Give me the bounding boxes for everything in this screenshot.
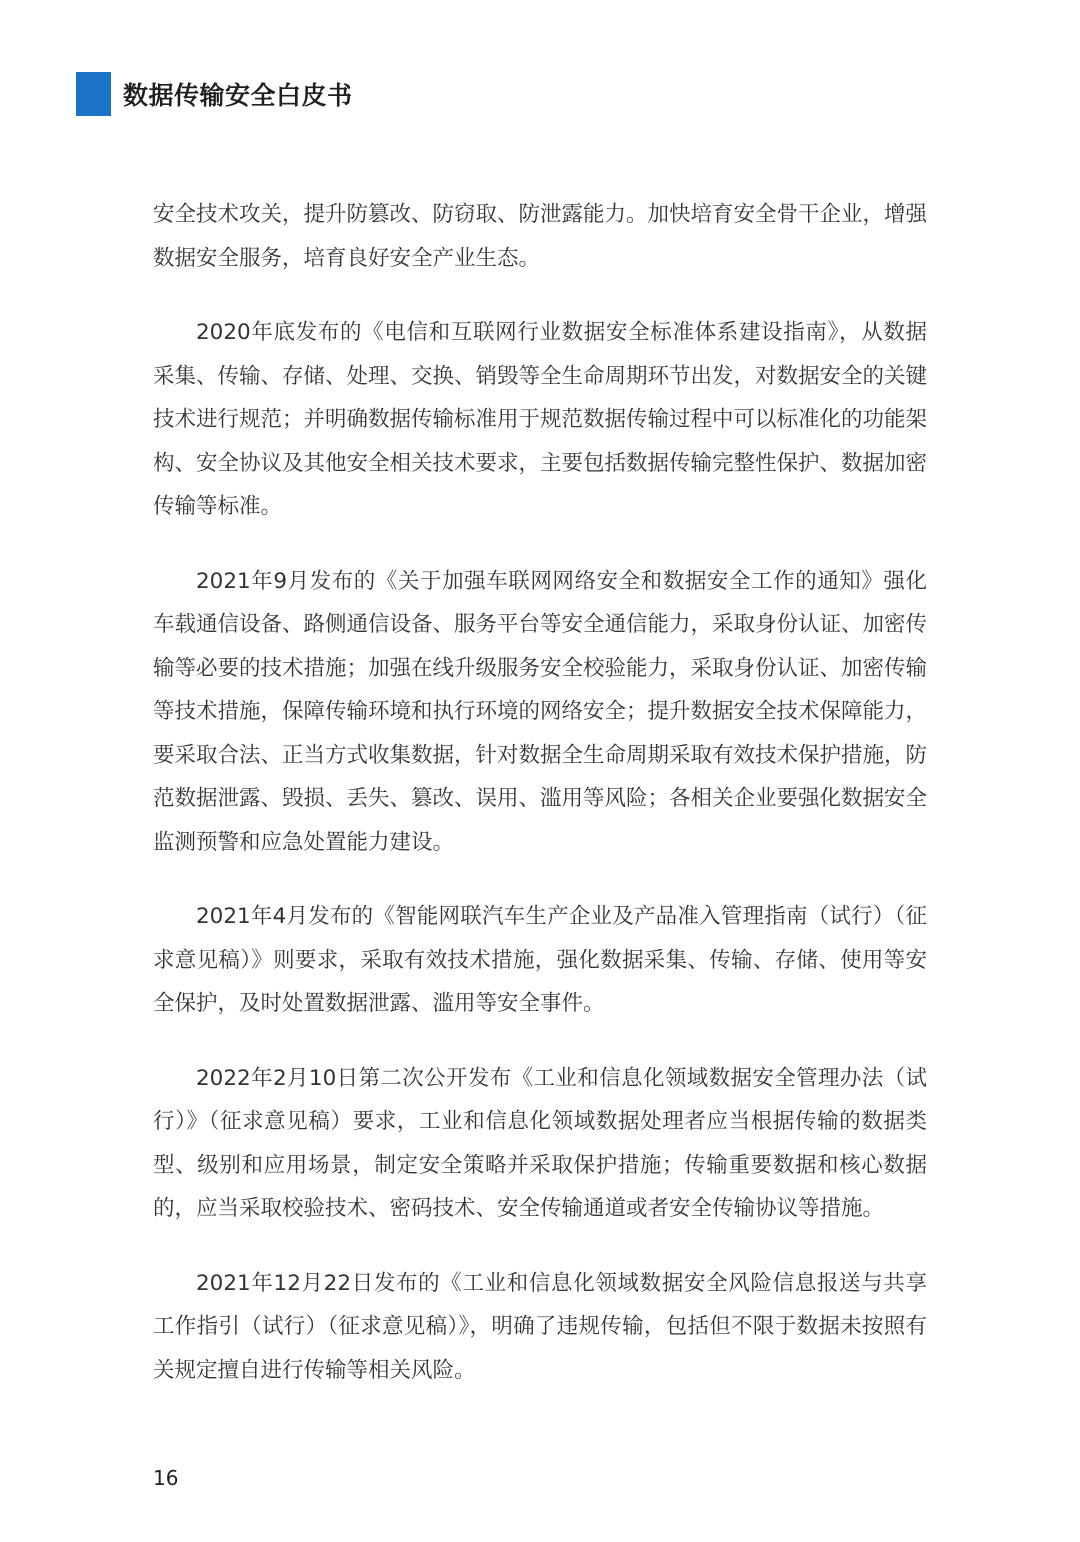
- paragraph-2021-dec-risk-reporting: 2021年12月22日发布的《工业和信息化领域数据安全风险信息报送与共享工作指引（试行）（征求意见稿）》，明确了违规传输，包括但不限于数据未按照有关规定擅自进行传输等相关风险。: [153, 1270, 927, 1383]
- header-accent-bar: [76, 72, 111, 116]
- paragraph-2021-sep-vehicle-network: 2021年9月发布的《关于加强车联网网络安全和数据安全工作的通知》强化车载通信设备、路侧通信设备、服务平台等安全通信能力，采取身份认证、加密传输等必要的技术措施；加强在线升级服务安全校验能力，采取身份认证、加密传输等技术措施，保障传输环境和执行环境的网络安全；提升数据安全技术保障能力，要采取合法、正当方式收集数据，针对数据全生命周期采取有效技术保护措施，防范数据泄露、毁损、丢失、篡改、误用、滥用等风险；各相关企业要强化数据安全监测预警和应急处置能力建设。: [153, 568, 928, 855]
- page-header: [76, 72, 353, 116]
- body-text: [153, 193, 927, 1392]
- paragraph-2021-apr-intelligent-vehicle: 2021年4月发布的《智能网联汽车生产企业及产品准入管理指南（试行）（征求意见稿）》则要求，采取有效技术措施，强化数据采集、传输、存储、使用等安全保护，及时处置数据泄露、滥用等安全事件。: [153, 904, 927, 1016]
- paragraph-continuation: 安全技术攻关，提升防篡改、防窃取、防泄露能力。加快培育安全骨干企业，增强数据安全服务，培育良好安全产业生态。: [153, 202, 928, 271]
- paragraph-2022-feb-data-management: 2022年2月10日第二次公开发布《工业和信息化领域数据安全管理办法（试行）》（征求意见稿）要求，工业和信息化领域数据处理者应当根据传输的数据类型、级别和应用场景，制定安全策略并采取保护措施；传输重要数据和核心数据的，应当采取校验技术、密码技术、安全传输通道或者安全传输协议等措施。: [153, 1065, 927, 1221]
- document-title: 数据传输安全白皮书: [123, 81, 353, 110]
- paragraph-2020-standard-guide: 2020年底发布的《电信和互联网行业数据安全标准体系建设指南》，从数据采集、传输、存储、处理、交换、销毁等全生命周期环节出发，对数据安全的关键技术进行规范；并明确数据传输标准用于规范数据传输过程中可以标准化的功能架构、安全协议及其他安全相关技术要求，主要包括数据传输完整性保护、数据加密传输等标准。: [153, 320, 928, 519]
- page-number: 16: [153, 1466, 179, 1490]
